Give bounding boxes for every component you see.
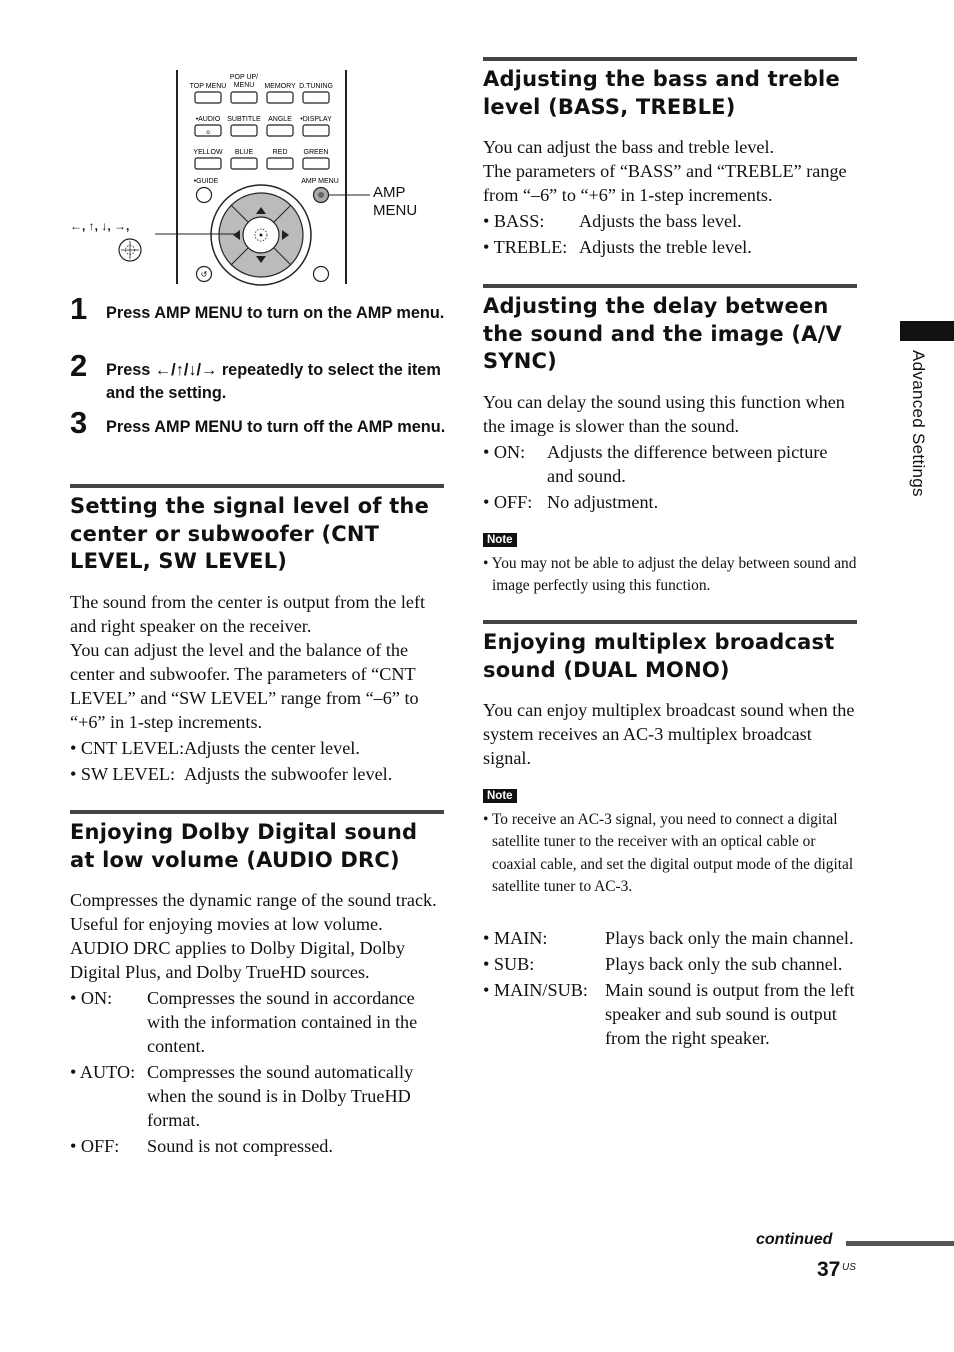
section-title: Adjusting the delay between the sound and the image (A/V SYNC) (483, 294, 842, 373)
step-number: 1 (70, 291, 88, 326)
callout-arrows: ←, ↑, ↓, →, (70, 219, 130, 233)
section-body: Compresses the dynamic range of the sound track. Useful for enjoying movies at low volume. AUDIO DRC applies to Dolby Digital, Dolby Digital Plus, and Dolby TrueHD sources. (70, 890, 437, 982)
remote-button-red (267, 158, 293, 169)
remote-button-subtitle (231, 125, 257, 136)
step-number: 3 (70, 405, 88, 440)
side-label (908, 350, 934, 540)
section-rule (483, 284, 857, 288)
section-bass-treble (483, 57, 857, 259)
section-rule (70, 810, 444, 814)
remote-label-display: •DISPLAY (300, 116, 332, 123)
list-item: • MAIN/SUB: Main sound is output from the left speaker and sub sound is output from the right speaker. (483, 980, 855, 1049)
remote-label-angle: ANGLE (268, 116, 292, 123)
list-item: • OFF: Sound is not compressed. (70, 1136, 333, 1156)
remote-button-yellow (195, 158, 221, 169)
list-item: • OFF: No adjustment. (483, 491, 659, 512)
list-item: • CNT LEVEL: Adjusts the center level. (70, 737, 360, 758)
remote-label-audio: •AUDIO (195, 116, 221, 123)
note-text: • You may not be able to adjust the delay between sound and image perfectly using this function. (483, 554, 857, 594)
remote-label-amp-menu: AMP MENU (301, 178, 339, 185)
section-av-sync (483, 284, 857, 597)
section-rule (483, 57, 857, 61)
list-item: • SW LEVEL: Adjusts the subwoofer level. (70, 763, 393, 784)
remote-label-blue: BLUE (234, 149, 254, 156)
list-item: • SUB: Plays back only the sub channel. (483, 954, 843, 975)
step-1 (70, 291, 445, 346)
list-item: • AUTO: Compresses the sound automatically when the sound is in Dolby TrueHD format. (70, 1062, 414, 1130)
side-tab-marker (900, 321, 954, 341)
section-body: The sound from the center is output from the left and right speaker on the receiver. You can adjust the level and the balance of the center and subwoofer. The parameters of “CNT LEVEL” and “SW LEVEL” range from “–6” to “+6” in 1-step increments. (70, 591, 426, 732)
remote-button-guide (197, 188, 212, 203)
remote-button-popup (231, 92, 257, 103)
remote-label-top-menu: TOP MENU (189, 83, 227, 90)
continued-line (846, 1241, 954, 1246)
remote-label-memory: MEMORY (264, 83, 296, 90)
section-dual-mono (483, 620, 857, 1050)
section-rule (483, 620, 857, 624)
section-title: Enjoying Dolby Digital sound at low volume (AUDIO DRC) (70, 820, 418, 872)
section-title: Adjusting the bass and treble level (BASS, TREBLE) (483, 67, 840, 119)
section-signal-level (70, 484, 444, 786)
side-label-text: Advanced Settings (909, 350, 928, 497)
page-number: 37 (817, 1258, 841, 1281)
note-text: • To receive an AC-3 signal, you need to connect a digital satellite tuner to the receiver with an optical cable or coaxial cable, and set the digital output mode of the digital satellite tuner to AC-3. (483, 811, 854, 895)
list-item: • ON: Compresses the sound in accordance with the information contained in the content. (70, 988, 418, 1056)
remote-label-red: RED (272, 149, 288, 156)
remote-button-display (303, 125, 329, 136)
page-suffix: US (842, 1262, 856, 1273)
svg-text:↺: ↺ (200, 270, 208, 279)
remote-button-memory (267, 92, 293, 103)
remote-label-popup-2: MENU (233, 82, 255, 89)
remote-label-dtuning: D.TUNING (299, 83, 333, 90)
callout-amp-menu (373, 184, 417, 220)
remote-label-guide: •GUIDE (193, 178, 219, 185)
callout-amp-line2: MENU (373, 202, 418, 219)
section-title: Enjoying multiplex broadcast sound (DUAL MONO) (483, 630, 835, 682)
svg-text:o: o (206, 130, 210, 136)
list-item: • MAIN: Plays back only the main channel. (483, 928, 854, 949)
step-2 (70, 348, 444, 403)
step-3 (70, 405, 446, 460)
list-item: • BASS: Adjusts the bass level. (483, 211, 742, 231)
remote-button-top-menu (195, 92, 221, 103)
section-title: Setting the signal level of the center or subwoofer (CNT LEVEL, SW LEVEL) (70, 494, 430, 573)
step-text: Press AMP MENU to turn off the AMP menu. (106, 418, 446, 436)
section-body: You can delay the sound using this function when the image is slower than the sound. (483, 391, 845, 436)
section-body: You can enjoy multiplex broadcast sound when the system receives an AC-3 multiplex broadcast signal. (483, 700, 855, 768)
step-text: Press AMP MENU to turn on the AMP menu. (106, 304, 445, 322)
note-badge: Note (483, 533, 517, 547)
list-item: • ON: Adjusts the difference between picture and sound. (483, 441, 828, 486)
section-audio-drc (70, 810, 444, 1158)
remote-button-dtuning (303, 92, 329, 103)
section-rule (70, 484, 444, 488)
remote-button-options (314, 267, 329, 282)
remote-label-popup-1: POP UP/ (229, 74, 259, 81)
list-item: • TREBLE: Adjusts the treble level. (483, 237, 752, 257)
remote-button-blue (231, 158, 257, 169)
remote-button-green (303, 158, 329, 169)
remote-illustration (60, 62, 390, 290)
callout-amp-line1: AMP (373, 184, 406, 201)
remote-label-subtitle: SUBTITLE (227, 116, 261, 123)
step-text: Press ←/↑/↓/→ repeatedly to select the item and the setting. (106, 361, 441, 402)
note-badge: Note (483, 789, 517, 803)
remote-label-yellow: YELLOW (193, 149, 223, 156)
step-number: 2 (70, 348, 88, 383)
remote-button-angle (267, 125, 293, 136)
remote-label-green: GREEN (303, 149, 329, 156)
continued-label: continued (756, 1231, 833, 1248)
section-body: You can adjust the bass and treble level. The parameters of “BASS” and “TREBLE” range from “–6” to “+6” in 1-step increments. (483, 137, 847, 205)
